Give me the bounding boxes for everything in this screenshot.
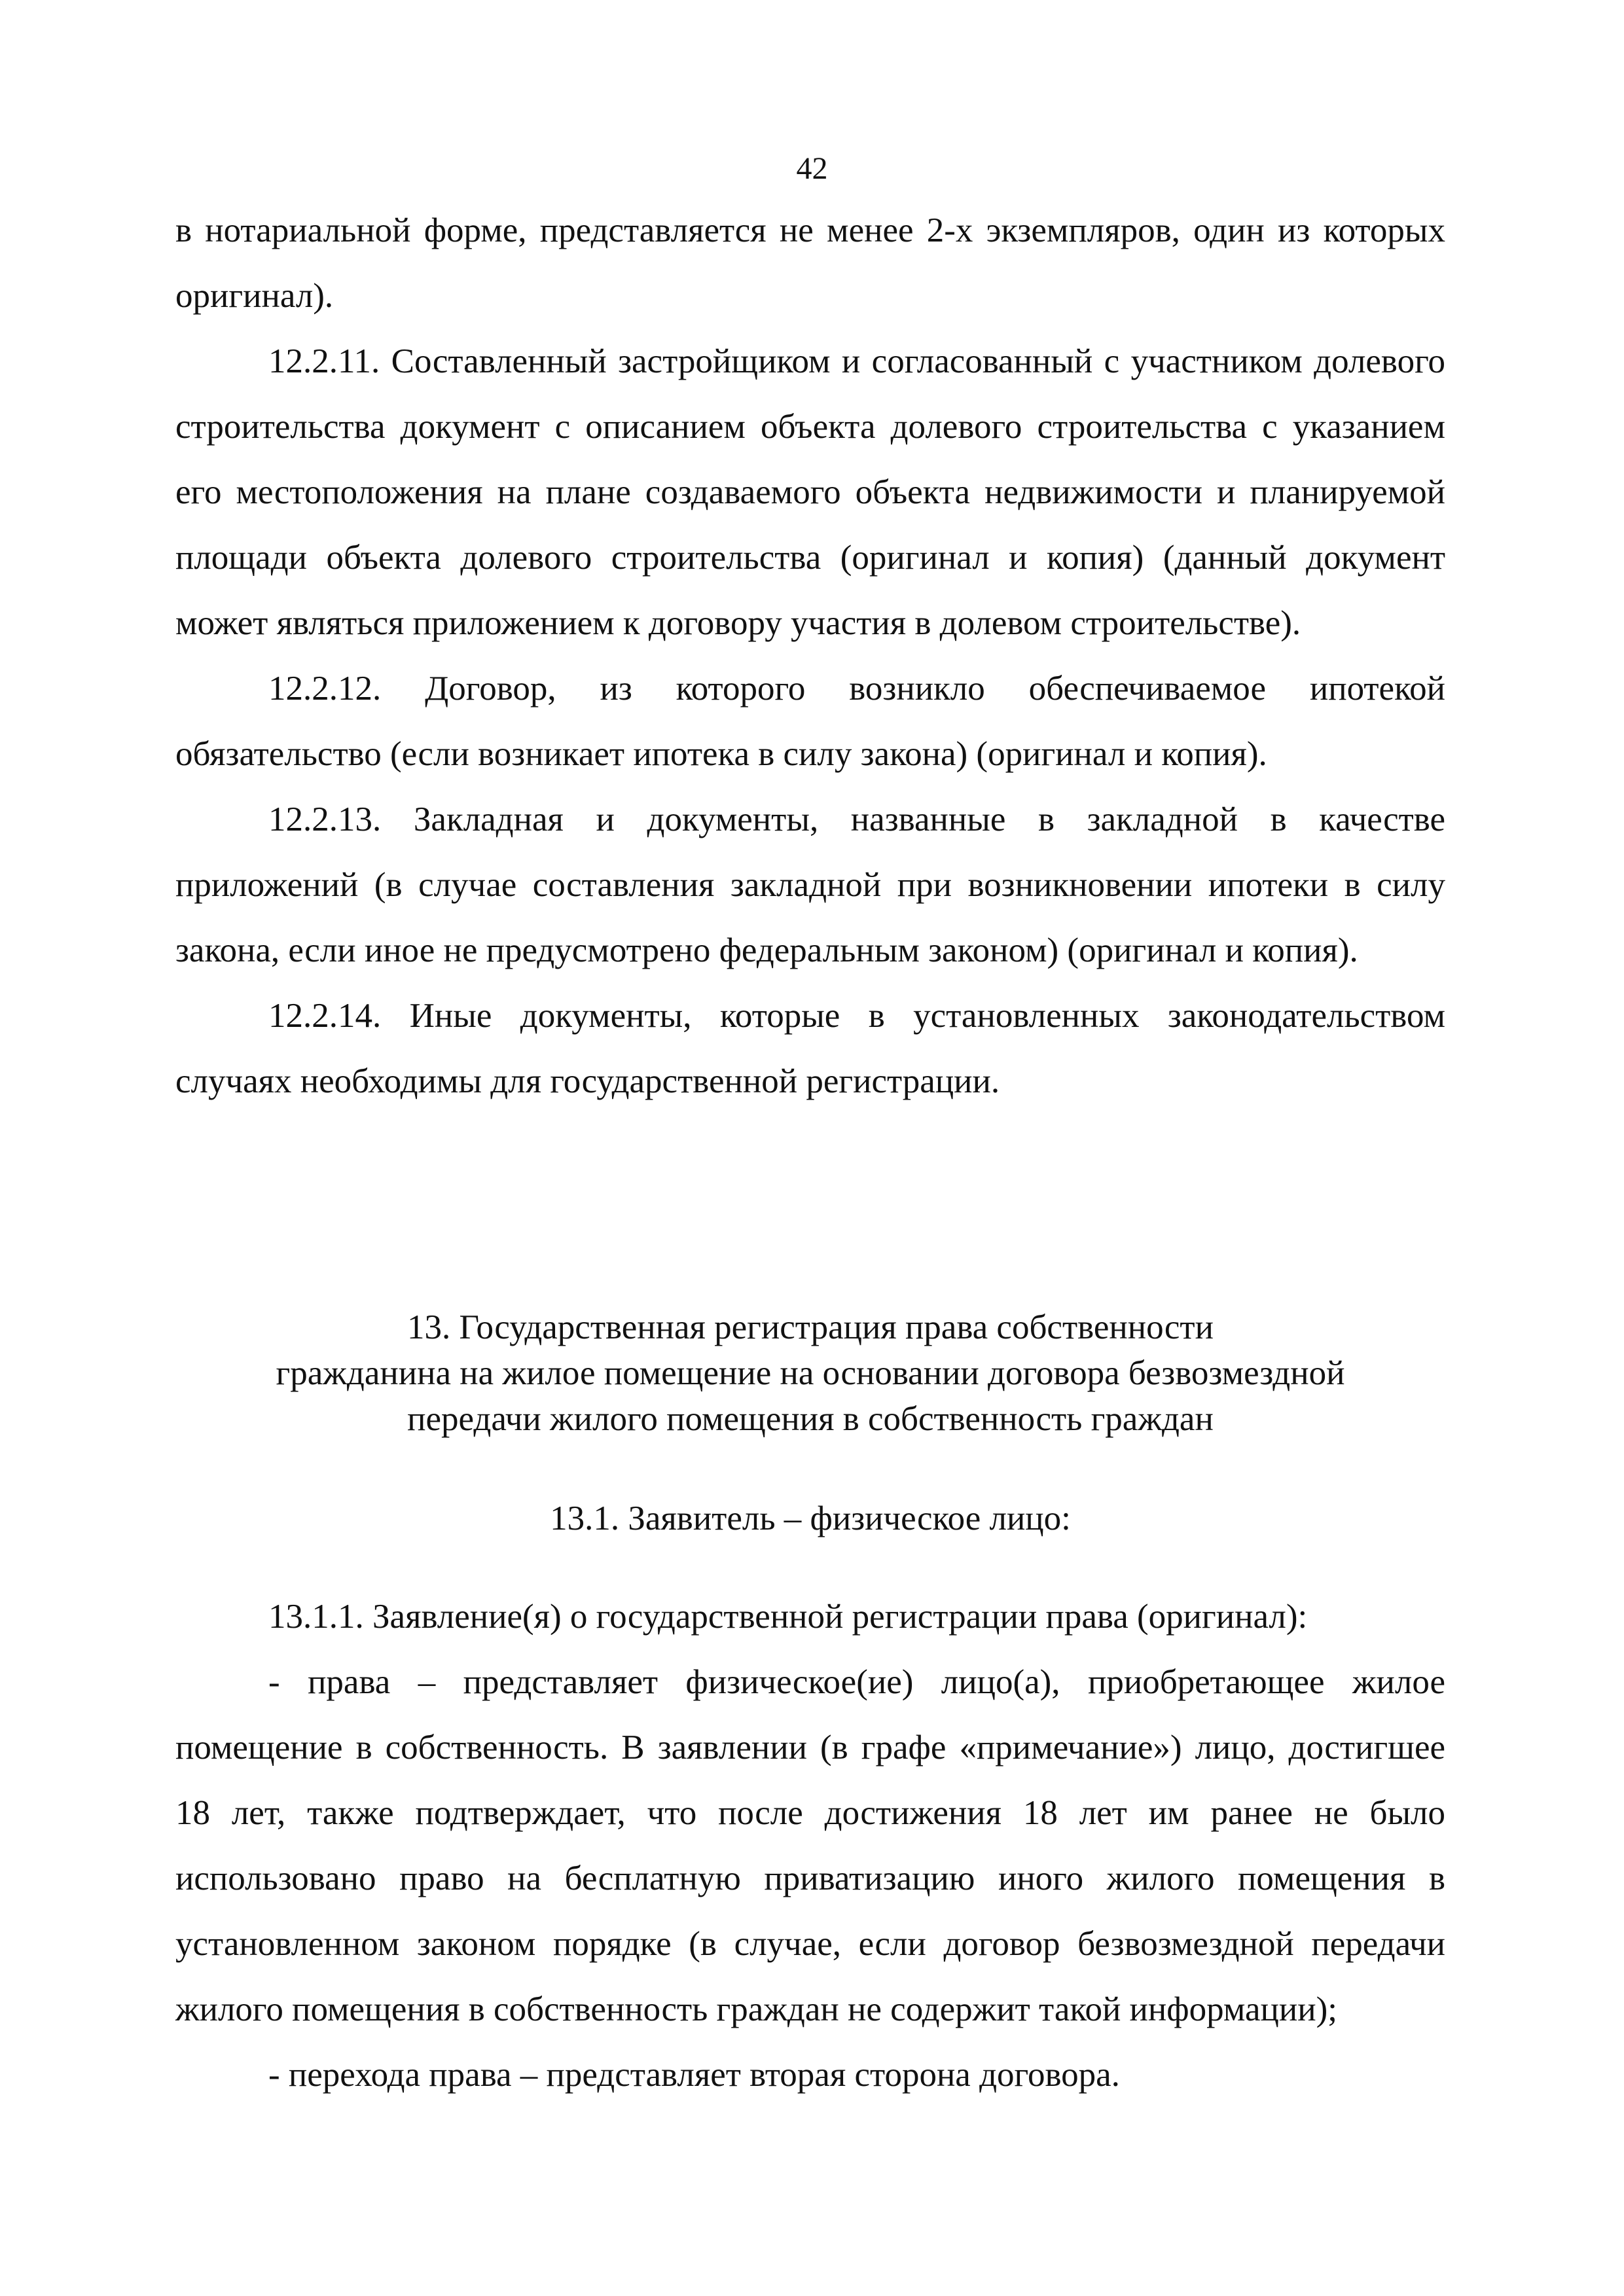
paragraph-continuation: в нотариальной форме, представляется не менее 2-х экземпляров, один из которых оригинал).: [175, 211, 1445, 315]
subsection-heading: 13.1. Заявитель – физическое лицо:: [550, 1499, 1071, 1537]
subsection-13-1: [175, 1486, 1445, 1551]
body-text-top: [175, 198, 1445, 1114]
body-text-bottom: [175, 1584, 1445, 2108]
paragraph-13-1-1-rights: - права – представляет физическое(ие) лицо(а), приобретающее жилое помещение в собственность. В заявлении (в графе «примечание») лицо, достигшее 18 лет, также подтверждает, что после достижения 18 лет им ранее не было использовано право на бесплатную приватизацию иного жилого помещения в установленном законом порядке (в случае, если договор безвозмездной передачи жилого помещения в собственность граждан не содержит такой информации);: [175, 1663, 1445, 2028]
paragraph-13-1-1-transfer: - перехода права – представляет вторая сторона договора.: [268, 2056, 1120, 2094]
paragraph-12-2-12: 12.2.12. Договор, из которого возникло обеспечиваемое ипотекой обязательство (если возникает ипотека в силу закона) (оригинал и копия).: [175, 670, 1445, 773]
paragraph-12-2-13: 12.2.13. Закладная и документы, названные в закладной в качестве приложений (в случае составления закладной при возникновении ипотеки в силу закона, если иное не предусмотрено федеральным законом) (оригинал и копия).: [175, 800, 1445, 969]
paragraph-12-2-14: 12.2.14. Иные документы, которые в установленных законодательством случаях необходимы для государственной регистрации.: [175, 997, 1445, 1100]
paragraph-12-2-11: 12.2.11. Составленный застройщиком и согласованный с участником долевого строительства документ с описанием объекта долевого строительства с указанием его местоположения на плане создаваемого объекта недвижимости и планируемой площади объекта долевого строительства (оригинал и копия) (данный документ может являться приложением к договору участия в долевом строительстве).: [175, 342, 1445, 642]
paragraph-13-1-1: 13.1.1. Заявление(я) о государственной регистрации права (оригинал):: [268, 1598, 1308, 1636]
section-13-heading: [175, 1304, 1445, 1442]
section-heading-line-2: гражданина на жилое помещение на основании договора безвозмездной: [276, 1354, 1345, 1392]
section-heading: [175, 1304, 1445, 1442]
section-heading-line-1: 13. Государственная регистрация права собственности: [407, 1308, 1214, 1346]
page-number: 42: [796, 151, 828, 186]
section-heading-line-3: передачи жилого помещения в собственность граждан: [407, 1400, 1214, 1438]
